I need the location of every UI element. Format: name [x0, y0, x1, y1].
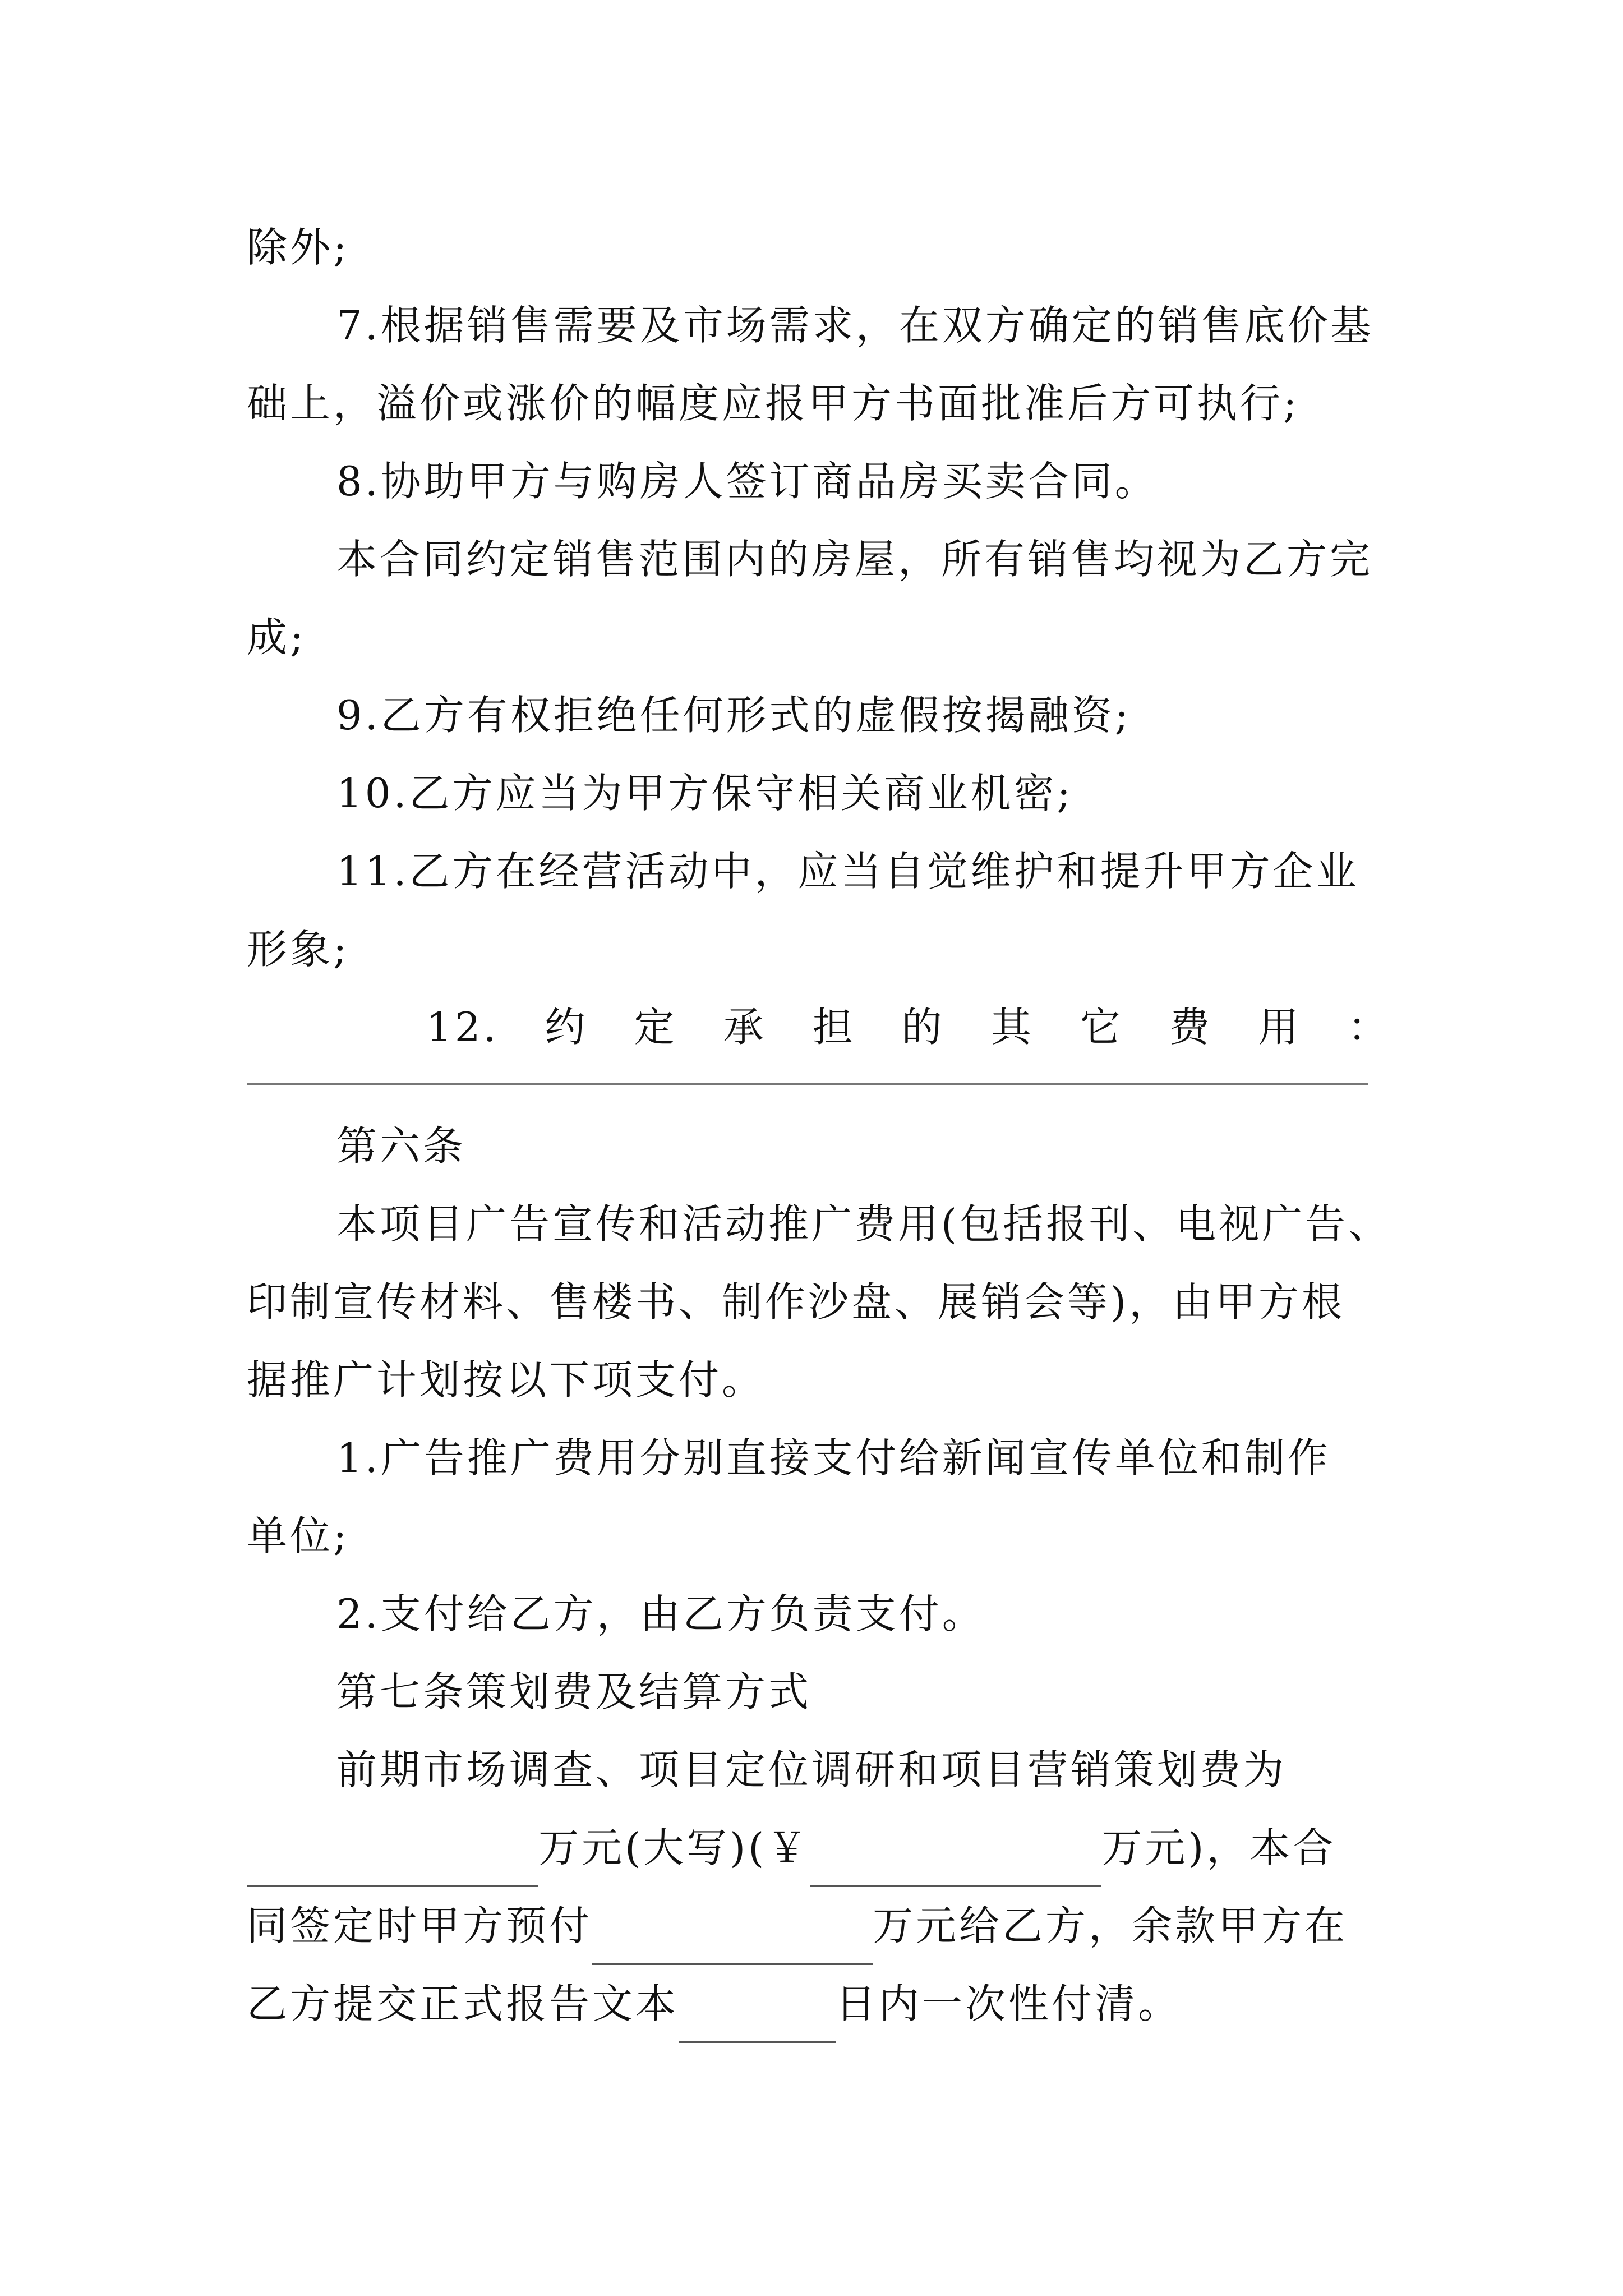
sales-scope-line-2: 成; — [247, 614, 307, 661]
clause-9: 9.乙方有权拒绝任何形式的虚假按揭融资; — [336, 692, 1131, 739]
article-6-item-1-line-1: 1.广告推广费用分别直接支付给新闻宣传单位和制作 — [336, 1434, 1331, 1481]
clause-12-char: 它 — [1080, 1004, 1123, 1051]
paragraph-line: 除外; — [247, 224, 350, 271]
blank-days[interactable] — [679, 1994, 836, 2043]
clause-12-char: 承 — [723, 1004, 767, 1051]
clause-12-char: 的 — [901, 1004, 945, 1051]
clause-12-char: 费 — [1169, 1004, 1212, 1051]
document-page — [247, 209, 1391, 2043]
blank-amount-words[interactable] — [247, 1838, 538, 1887]
clause-11-line-2: 形象; — [247, 926, 350, 973]
article-6-text-line-3: 据推广计划按以下项支付。 — [247, 1356, 766, 1404]
article-7-text-line-3 — [247, 1887, 1391, 1965]
clause-12-char: 其 — [990, 1004, 1034, 1051]
blank-prepayment[interactable] — [592, 1916, 873, 1965]
article-6-item-2: 2.支付给乙方，由乙方负责支付。 — [336, 1590, 985, 1637]
article-7-heading: 第七条策划费及结算方式 — [336, 1668, 812, 1715]
clause-12-char: 用 — [1258, 1004, 1302, 1051]
article-7-text-line-4 — [247, 1965, 1391, 2043]
article-6-text-line-1: 本项目广告宣传和活动推广费用(包括报刊、电视广告、 — [336, 1200, 1392, 1248]
blank-amount-number[interactable] — [810, 1838, 1101, 1887]
clause-12-char: ： — [1347, 1004, 1391, 1051]
clause-12-number: 12. — [426, 1004, 499, 1051]
clause-7-line-2: 础上，溢价或涨价的幅度应报甲方书面批准后方可执行; — [247, 380, 1300, 427]
fill-in-blank-line — [247, 1083, 1368, 1085]
fee-text: 乙方提交正式报告文本 — [247, 1980, 679, 2027]
article-7-text-line-1: 前期市场调查、项目定位调研和项目营销策划费为 — [336, 1746, 1287, 1793]
clause-8: 8.协助甲方与购房人签订商品房买卖合同。 — [336, 458, 1158, 505]
article-6-text-line-2: 印制宣传材料、售楼书、制作沙盘、展销会等)，由甲方根 — [247, 1278, 1345, 1326]
article-6-heading: 第六条 — [336, 1122, 467, 1170]
fee-text: 万元给乙方，余款甲方在 — [873, 1902, 1348, 1949]
fee-text: 日内一次性付清。 — [836, 1980, 1182, 2027]
article-6-item-1-line-2: 单位; — [247, 1512, 350, 1559]
article-7-text-line-2 — [247, 1809, 1391, 1887]
fee-text: 同签定时甲方预付 — [247, 1902, 593, 1949]
clause-7-line-1: 7.根据销售需要及市场需求，在双方确定的销售底价基 — [336, 302, 1374, 349]
clause-12-char: 定 — [634, 1004, 677, 1051]
clause-12 — [247, 988, 1391, 1066]
sales-scope-line-1: 本合同约定销售范围内的房屋，所有销售均视为乙方完 — [336, 536, 1373, 583]
clause-11-line-1: 11.乙方在经营活动中，应当自觉维护和提升甲方企业 — [336, 848, 1359, 895]
clause-12-char: 担 — [812, 1004, 856, 1051]
clause-10: 10.乙方应当为甲方保守相关商业机密; — [336, 770, 1073, 817]
fee-text: 万元)，本合 — [1101, 1824, 1336, 1871]
fee-text: 万元(大写)(￥ — [538, 1824, 810, 1871]
clause-12-char: 约 — [545, 1004, 588, 1051]
